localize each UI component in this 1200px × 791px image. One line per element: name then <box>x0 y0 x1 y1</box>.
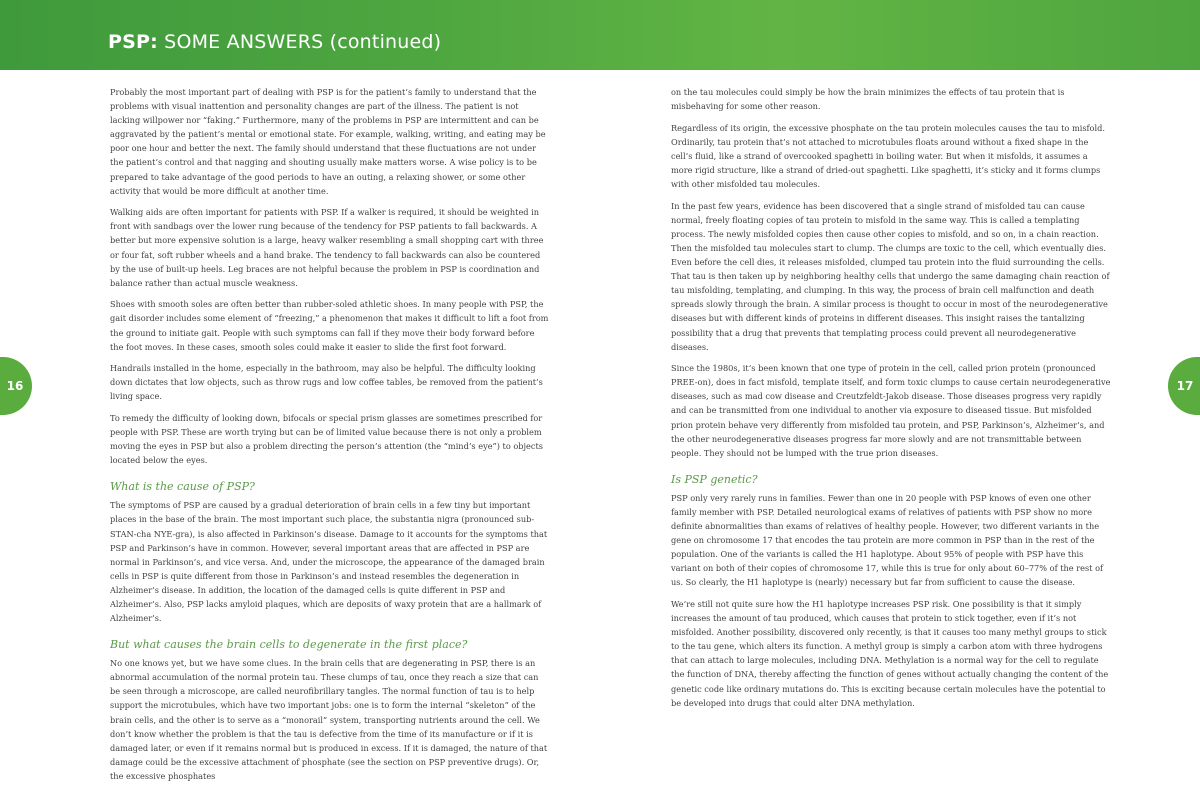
page-number-tab-left <box>0 357 32 415</box>
page-title-bold: PSP: <box>108 31 158 53</box>
page-number-right: 17 <box>1176 379 1194 393</box>
left-column <box>110 85 550 791</box>
paragraph: We’re still not quite sure how the H1 haplotype increases PSP risk. One possibility is that it simply increases the amount of tau produced, which causes that protein to stick together, even if it’s not misfolded. Another possibility, discovered only recently, is that it causes too many methyl groups to stick to the tau gene, which alters its function. A methyl group is simply a carbon atom with three hydrogens that can attach to large molecules, including DNA. Methylation is a normal way for the cell to regulate the function of DNA, thereby affecting the function of genes without actually changing the content of the genetic code like ordinary mutations do. This is exciting because certain molecules have the potential to be developed into drugs that could alter DNA methylation. <box>671 599 1109 708</box>
page-number-tab-right <box>1168 357 1200 415</box>
paragraph: Since the 1980s, it’s been known that one type of protein in the cell, called prion protein (pronounced PREE-on), does in fact misfold, template itself, and form toxic clumps to cause certain neurodegenerative diseases, such as mad cow disease and Creutzfeldt-Jakob disease. Those diseases progress very rapidly and can be transmitted from one individual to another via exposure to diseased tissue. But misfolded prion protein behave very differently from misfolded tau protein, and PSP, Parkinson’s, Alzheimer’s, and the other neurodegenerative diseases progress far more slowly and are not transmittable between people. They should not be lumped with the true prion diseases. <box>671 363 1111 458</box>
paragraph: Shoes with smooth soles are often better than rubber-soled athletic shoes. In many people with PSP, the gait disorder includes some element of “freezing,” a phenomenon that makes it difficult to lift a foot from the ground to initiate gait. People with such symptoms can fall if they move their body forward before the foot moves. In these cases, smooth soles could make it easier to slide the first foot forward. <box>110 299 549 352</box>
section-heading: But what causes the brain cells to degenerate in the first place? <box>110 638 468 652</box>
page-title-rest: SOME ANSWERS (continued) <box>157 31 442 53</box>
paragraph: on the tau molecules could simply be how the brain minimizes the effects of tau protein that is misbehaving for some other reason. <box>671 87 1065 112</box>
paragraph: Handrails installed in the home, especially in the bathroom, may also be helpful. The difficulty looking down dictates that low objects, such as throw rugs and low coffee tables, be removed from the patient’s living space. <box>110 363 543 402</box>
page-title <box>108 31 441 53</box>
page-number-left: 16 <box>6 379 24 393</box>
section-heading: What is the cause of PSP? <box>110 480 255 494</box>
paragraph: Walking aids are often important for patients with PSP. If a walker is required, it should be weighted in front with sandbags over the lower rung because of the tendency for PSP patients to fall backwards. A better but more expensive solution is a large, heavy walker resembling a small shopping cart with three or four fat, soft rubber wheels and a hand brake. The tendency to fall backwards can also be countered by the use of built-up heels. Leg braces are not helpful because the problem in PSP is coordination and balance rather than actual muscle weakness. <box>110 207 544 288</box>
paragraph: Probably the most important part of dealing with PSP is for the patient’s family to understand that the problems with visual inattention and personality changes are part of the illness. The patient is not lacking willpower nor “faking.” Furthermore, many of the problems in PSP are intermittent and can be aggravated by the patient’s mental or emotional state. For example, walking, writing, and eating may be poor one hour and better the next. The family should understand that these fluctuations are not under the patient’s control and that nagging and shouting usually make matters worse. A wise policy is to be prepared to take advantage of the good periods to have an outing, a relaxing shower, or some other activity that would be more difficult at another time. <box>110 87 546 196</box>
paragraph: Regardless of its origin, the excessive phosphate on the tau protein molecules causes the tau to misfold. Ordinarily, tau protein that’s not attached to microtubules floats around without a fixed shape in the cell’s fluid, like a strand of overcooked spaghetti in boiling water. But when it misfolds, it assumes a more rigid structure, like a strand of dried-out spaghetti. Like spaghetti, it’s sticky and it forms clumps with other misfolded tau molecules. <box>671 122 1105 190</box>
paragraph: PSP only very rarely runs in families. Fewer than one in 20 people with PSP knows of even one other family member with PSP. Detailed neurological exams of relatives of patients with PSP show no more definite abnormalities than exams of relatives of healthy people. However, two different variants in the gene on chromosome 17 that encodes the tau protein are more common in PSP than in the rest of the population. One of the variants is called the H1 haplotype. About 95% of people with PSP have this variant on both of their copies of chromosome 17, while this is true for only about 60–77% of the rest of us. So clearly, the H1 haplotype is (nearly) necessary but far from sufficient to cause the disease. <box>671 492 1104 588</box>
paragraph: No one knows yet, but we have some clues. In the brain cells that are degenerating in PSP, there is an abnormal accumulation of the normal protein tau. These clumps of tau, once they reach a size that can be seen through a microscope, are called neurofibrillary tangles. The normal function of tau is to help support the microtubules, which have two important jobs: one is to form the internal “skeleton” of the brain cells, and the other is to serve as a “monorail” system, transporting nutrients around the cell. We don’t know whether the problem is that the tau is defective from the time of its manufacture or if it is damaged later, or even if it remains normal but is produced in excess. If it is damaged, the nature of that damage could be the excessive attachment of phosphate (see the section on PSP preventive drugs). Or, the excessive phosphates <box>110 658 548 781</box>
paragraph: The symptoms of PSP are caused by a gradual deterioration of brain cells in a few tiny but important places in the base of the brain. The most important such place, the substantia nigra (pronounced sub-STAN-cha NYE-gra), is also affected in Parkinson’s disease. Damage to it accounts for the symptoms that PSP and Parkinson’s have in common. However, several important areas that are affected in PSP are normal in Parkinson’s, and vice versa. And, under the microscope, the appearance of the damaged brain cells in PSP is quite different from those in Parkinson’s and instead resembles the degeneration in Alzheimer’s disease. In addition, the location of the damaged cells is quite different in PSP and Alzheimer’s. Also, PSP lacks amyloid plaques, which are deposits of waxy protein that are a hallmark of Alzheimer’s. <box>110 500 548 624</box>
paragraph: In the past few years, evidence has been discovered that a single strand of misfolded tau can cause normal, freely floating copies of tau protein to misfold in the same way. This is called a templating process. The newly misfolded copies then cause other copies to misfold, and so on, in a chain reaction. Then the misfolded tau molecules start to clump. The clumps are toxic to the cell, which eventually dies. Even before the cell dies, it releases misfolded, clumped tau protein into the fluid surrounding the cells. That tau is then taken up by neighboring healthy cells that undergo the same damaging chain reaction of tau misfolding, templating, and clumping. In this way, the process of brain cell malfunction and death spreads slowly through the brain. A similar process is thought to occur in most of the neurodegenerative diseases but with different kinds of proteins in different diseases. This insight raises the tantalizing possibility that a drug that prevents that templating process could prevent all neurodegenerative diseases. <box>671 200 1110 352</box>
right-column <box>671 85 1111 717</box>
header-banner <box>0 0 1200 70</box>
section-heading: Is PSP genetic? <box>671 472 758 486</box>
paragraph: To remedy the difficulty of looking down, bifocals or special prism glasses are sometimes prescribed for people with PSP. These are worth trying but can be of limited value because there is not only a problem moving the eyes in PSP but also a problem directing the person’s attention (the “mind’s eye”) to objects located below the eyes. <box>110 412 543 466</box>
